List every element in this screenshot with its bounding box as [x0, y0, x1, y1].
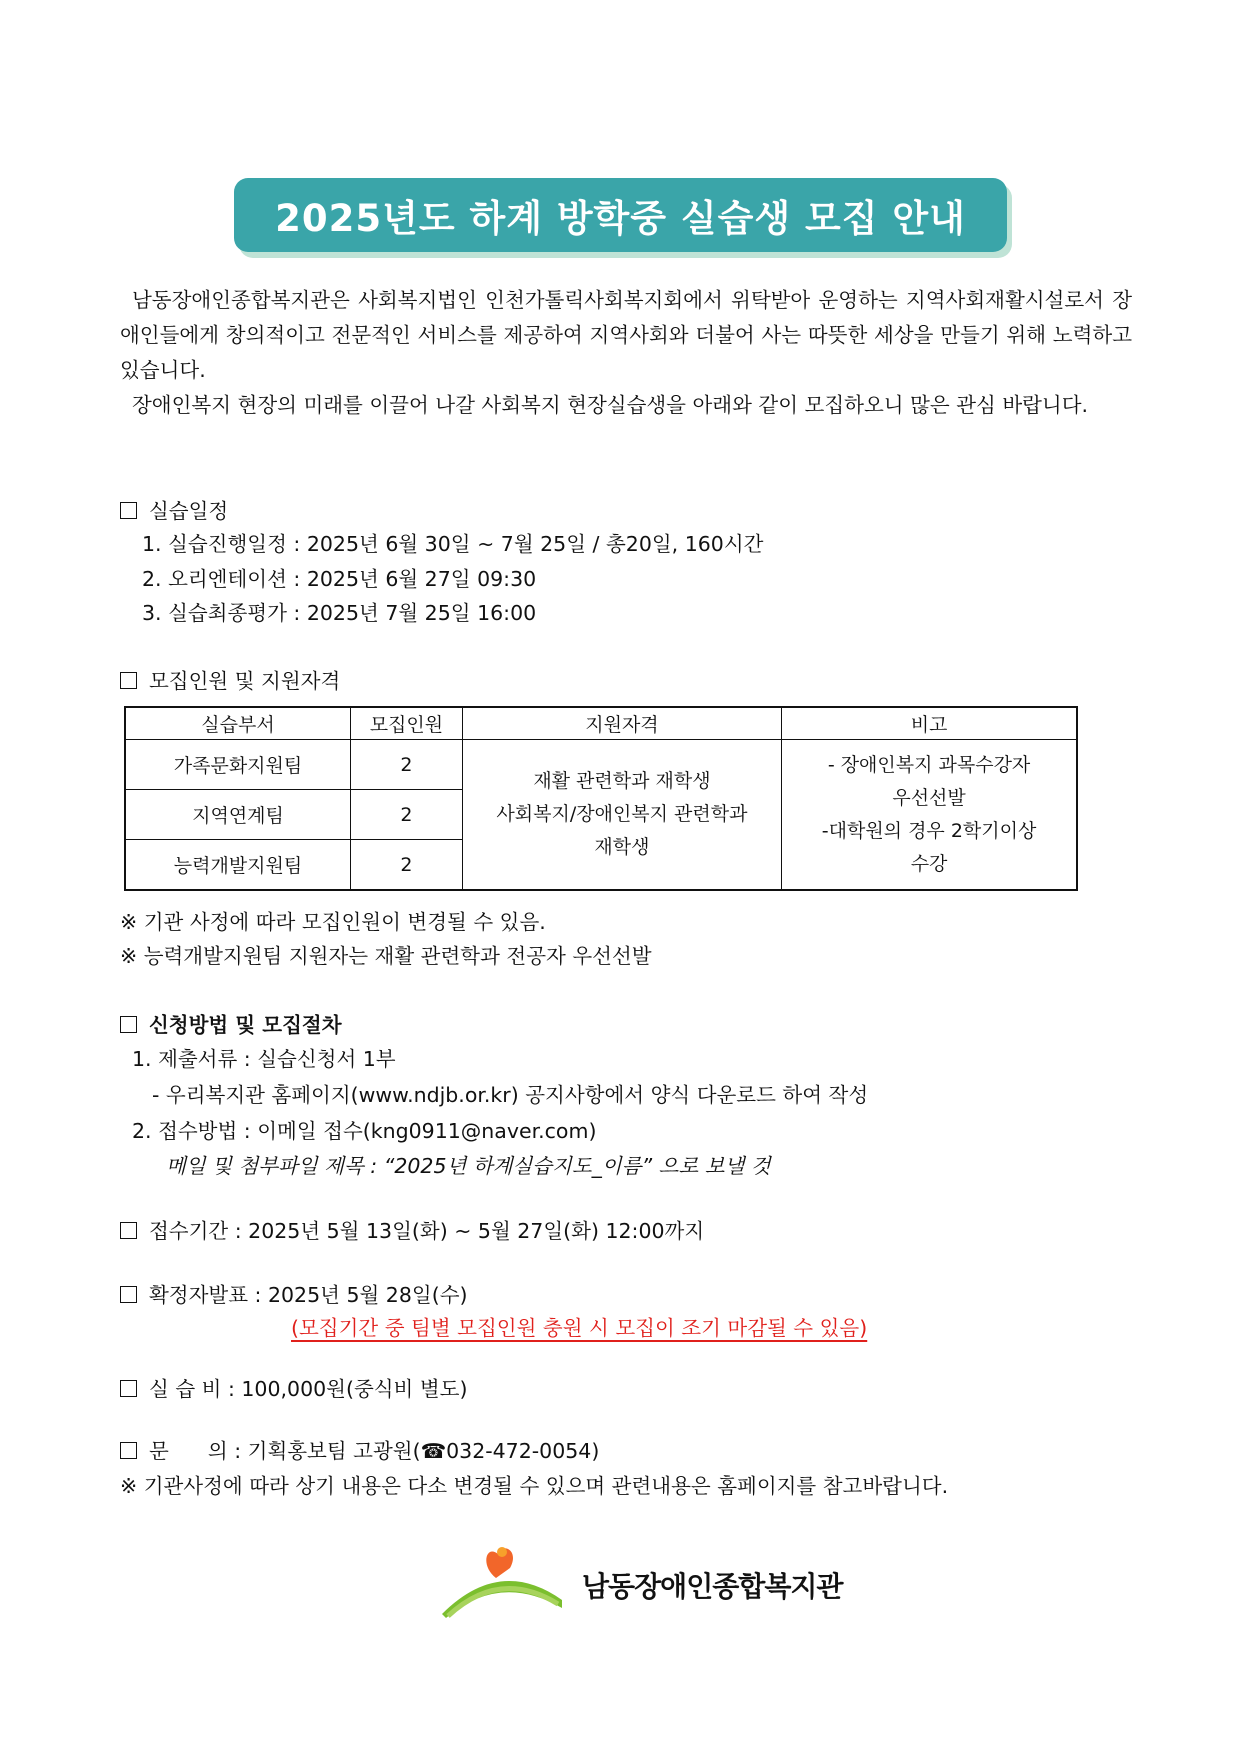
- table-row: [125, 740, 1077, 790]
- checkbox-icon: [120, 502, 137, 519]
- schedule-item: 1. 실습진행일정 : 2025년 6월 30일 ~ 7월 25일 / 총20일, 160시간: [142, 532, 764, 556]
- checkbox-icon: [120, 1380, 137, 1397]
- dept-cell: 지역연계팀: [125, 790, 351, 840]
- announcement-warning: (모집기간 중 팀별 모집인원 충원 시 모집이 조기 마감될 수 있음): [291, 1316, 868, 1340]
- organization-name: 남동장애인종합복지관: [582, 1570, 843, 1603]
- column-header: 비고: [782, 707, 1077, 740]
- final-note: ※ 기관사정에 따라 상기 내용은 다소 변경될 수 있으며 관련내용은 홈페이지를 참고바랍니다.: [120, 1474, 949, 1498]
- application-period: 접수기간 : 2025년 5월 13일(화) ~ 5월 27일(화) 12:00까지: [120, 1216, 704, 1246]
- title-banner: [234, 178, 1007, 252]
- intro-paragraph-1: 남동장애인종합복지관은 사회복지법인 인천가톨릭사회복지회에서 위탁받아 운영하는 지역사회재활시설로서 장애인들에게 창의적이고 전문적인 서비스를 제공하여 지역사회와 더불어 사는 따뜻한 세상을 만들기 위해 노력하고 있습니다.: [120, 288, 1132, 382]
- dept-cell: 능력개발지원팀: [125, 840, 351, 891]
- checkbox-icon: [120, 1442, 137, 1459]
- fee: 실 습 비 : 100,000원(중식비 별도): [120, 1374, 467, 1404]
- column-header: 지원자격: [462, 707, 781, 740]
- qualification-cell: 재활 관련학과 재학생 사회복지/장애인복지 관련학과 재학생: [462, 740, 781, 891]
- recruit-heading: 모집인원 및 지원자격: [120, 666, 340, 696]
- table-header-row: [125, 707, 1077, 740]
- apply-subitem: - 우리복지관 홈페이지(www.ndjb.or.kr) 공지사항에서 양식 다운로드 하여 작성: [152, 1083, 869, 1107]
- checkbox-icon: [120, 1016, 137, 1033]
- announcement: 확정자발표 : 2025년 5월 28일(수): [120, 1280, 468, 1310]
- checkbox-icon: [120, 672, 137, 689]
- count-cell: 2: [351, 840, 463, 891]
- apply-subitem: 메일 및 첨부파일 제목 : “2025년 하계실습지도_이름” 으로 보낼 것: [166, 1154, 771, 1178]
- recruit-note: ※ 기관 사정에 따라 모집인원이 변경될 수 있음.: [120, 910, 546, 934]
- contact: 문 의 : 기획홍보팀 고광원(☎032-472-0054): [120, 1436, 599, 1466]
- apply-heading: 신청방법 및 모집절차: [120, 1010, 342, 1040]
- column-header: 모집인원: [351, 707, 463, 740]
- dept-cell: 가족문화지원팀: [125, 740, 351, 790]
- intro-paragraph-2: 장애인복지 현장의 미래를 이끌어 나갈 사회복지 현장실습생을 아래와 같이 모집하오니 많은 관심 바랍니다.: [132, 393, 1089, 417]
- recruit-note: ※ 능력개발지원팀 지원자는 재활 관련학과 전공자 우선선발: [120, 944, 652, 968]
- schedule-heading: 실습일정: [120, 496, 228, 526]
- page-title: 2025년도 하계 방학중 실습생 모집 안내: [275, 197, 966, 240]
- remarks-cell: - 장애인복지 과목수강자 우선선발 -대학원의 경우 2학기이상 수강: [782, 740, 1077, 891]
- column-header: 실습부서: [125, 707, 351, 740]
- schedule-item: 3. 실습최종평가 : 2025년 7월 25일 16:00: [142, 601, 537, 625]
- apply-item: 2. 접수방법 : 이메일 접수(kng0911@naver.com): [132, 1119, 597, 1143]
- apply-item: 1. 제출서류 : 실습신청서 1부: [132, 1047, 396, 1071]
- checkbox-icon: [120, 1222, 137, 1239]
- recruit-table: [124, 706, 1078, 891]
- schedule-item: 2. 오리엔테이션 : 2025년 6월 27일 09:30: [142, 567, 537, 591]
- checkbox-icon: [120, 1286, 137, 1303]
- count-cell: 2: [351, 790, 463, 840]
- count-cell: 2: [351, 740, 463, 790]
